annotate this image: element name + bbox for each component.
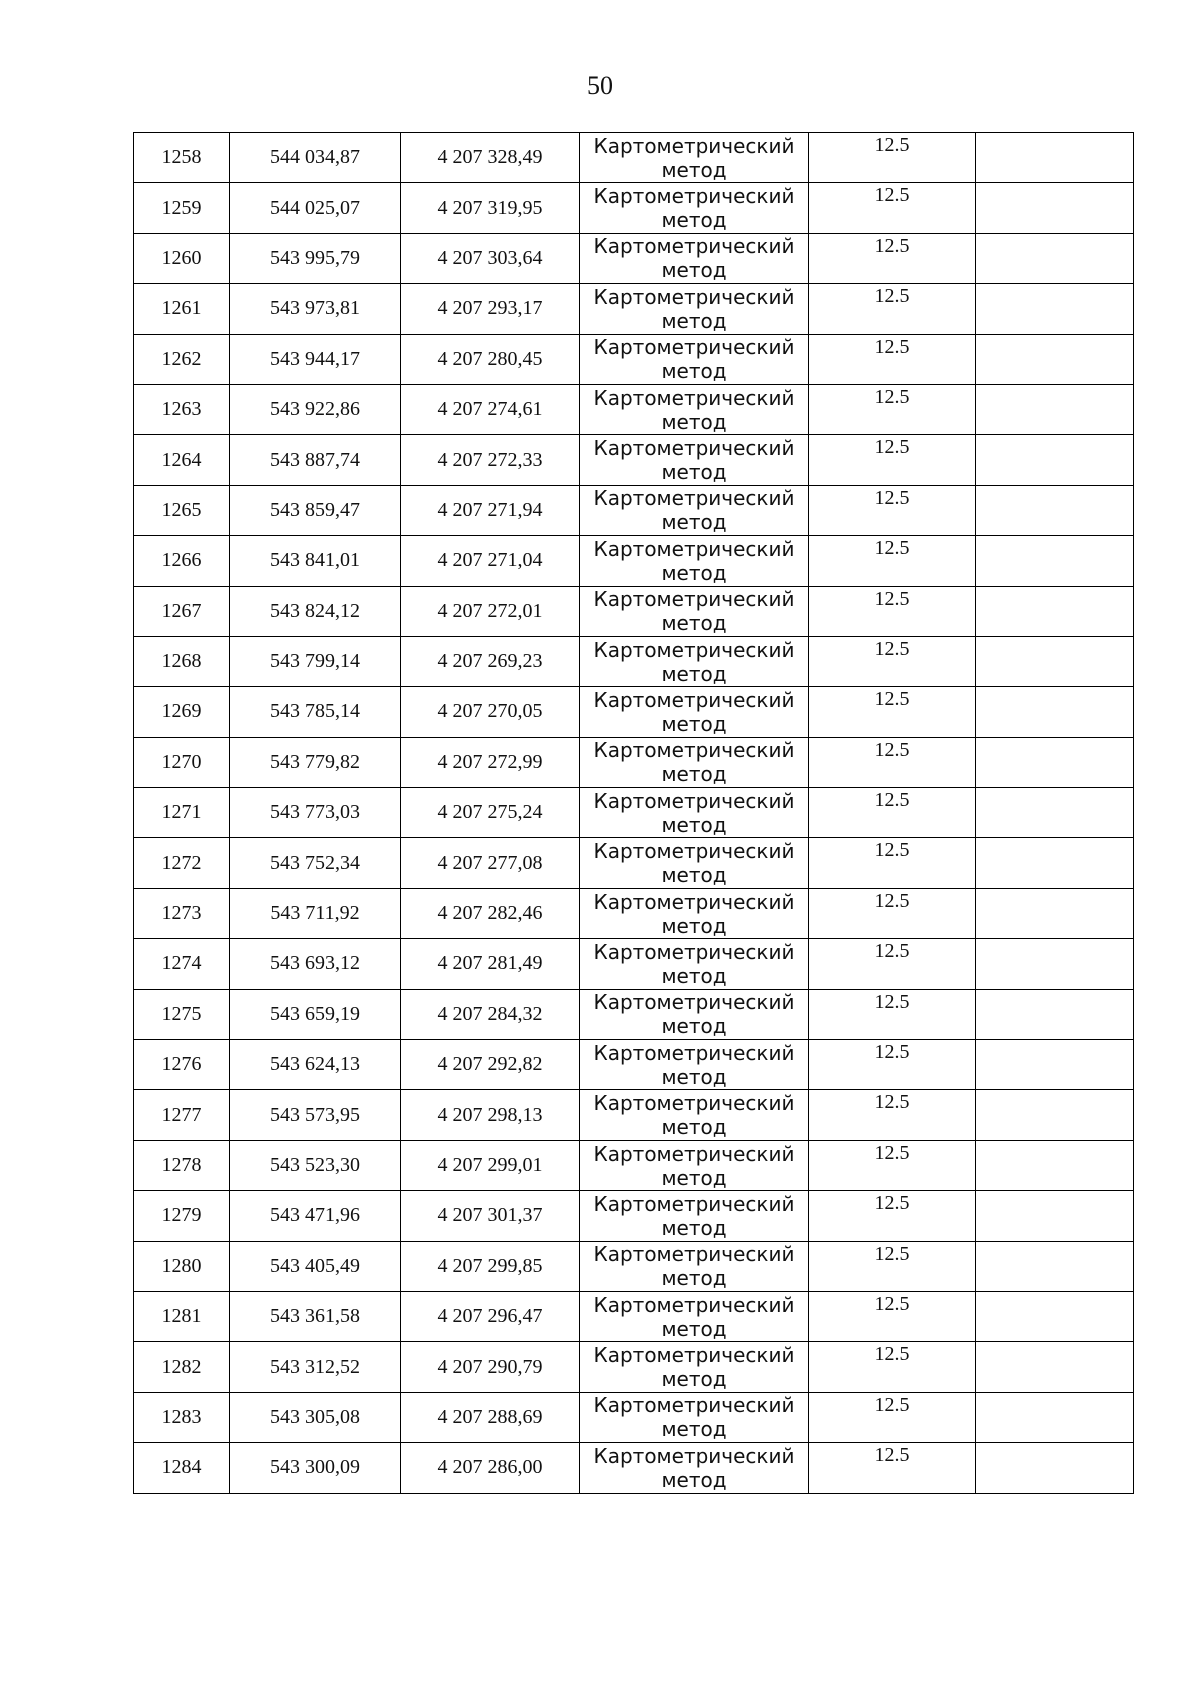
- y-coordinate-cell: 4 207 271,04: [401, 536, 580, 586]
- method-line1: Картометрический: [593, 184, 795, 209]
- table-row: [134, 1140, 1134, 1190]
- table-row: [134, 687, 1134, 737]
- note-cell: [976, 737, 1134, 787]
- point-number-cell: 1273: [134, 888, 230, 938]
- method-cell: [580, 133, 809, 183]
- note-cell: [976, 1090, 1134, 1140]
- method-cell: [580, 233, 809, 283]
- method-line2: метод: [661, 208, 727, 233]
- x-coordinate-cell: 543 922,86: [230, 384, 401, 434]
- accuracy-cell: 12.5: [809, 636, 976, 686]
- method-line1: Картометрический: [593, 1343, 795, 1368]
- x-coordinate-cell: 543 624,13: [230, 1040, 401, 1090]
- x-coordinate-cell: 543 859,47: [230, 485, 401, 535]
- method-cell: [580, 888, 809, 938]
- method-line2: метод: [661, 711, 727, 736]
- method-line1: Картометрический: [593, 738, 795, 763]
- method-cell: [580, 989, 809, 1039]
- method-line2: метод: [661, 913, 727, 938]
- point-number-cell: 1282: [134, 1342, 230, 1392]
- point-number-cell: 1261: [134, 284, 230, 334]
- y-coordinate-cell: 4 207 292,82: [401, 1040, 580, 1090]
- y-coordinate-cell: 4 207 281,49: [401, 939, 580, 989]
- table-row: [134, 1342, 1134, 1392]
- x-coordinate-cell: 543 405,49: [230, 1241, 401, 1291]
- method-line2: метод: [661, 460, 727, 485]
- accuracy-cell: 12.5: [809, 737, 976, 787]
- point-number-cell: 1275: [134, 989, 230, 1039]
- accuracy-cell: 12.5: [809, 435, 976, 485]
- method-line2: метод: [661, 409, 727, 434]
- note-cell: [976, 586, 1134, 636]
- accuracy-cell: 12.5: [809, 1140, 976, 1190]
- note-cell: [976, 838, 1134, 888]
- note-cell: [976, 536, 1134, 586]
- y-coordinate-cell: 4 207 299,01: [401, 1140, 580, 1190]
- method-line1: Картометрический: [593, 1040, 795, 1065]
- table-row: [134, 536, 1134, 586]
- method-line2: метод: [661, 1367, 727, 1392]
- table-row: [134, 636, 1134, 686]
- method-line1: Картометрический: [593, 990, 795, 1015]
- point-number-cell: 1272: [134, 838, 230, 888]
- table-row: [134, 1443, 1134, 1493]
- table-row: [134, 838, 1134, 888]
- method-cell: [580, 737, 809, 787]
- method-line1: Картометрический: [593, 335, 795, 360]
- point-number-cell: 1264: [134, 435, 230, 485]
- note-cell: [976, 939, 1134, 989]
- method-line1: Картометрический: [593, 1242, 795, 1267]
- method-cell: [580, 334, 809, 384]
- table-row: [134, 737, 1134, 787]
- point-number-cell: 1263: [134, 384, 230, 434]
- method-line2: метод: [661, 863, 727, 888]
- method-cell: [580, 1090, 809, 1140]
- method-line1: Картометрический: [593, 486, 795, 511]
- x-coordinate-cell: 543 300,09: [230, 1443, 401, 1493]
- method-cell: [580, 1291, 809, 1341]
- method-line2: метод: [661, 812, 727, 837]
- note-cell: [976, 1040, 1134, 1090]
- point-number-cell: 1266: [134, 536, 230, 586]
- coordinates-table-body: [134, 133, 1134, 1494]
- method-line2: метод: [661, 661, 727, 686]
- y-coordinate-cell: 4 207 271,94: [401, 485, 580, 535]
- accuracy-cell: 12.5: [809, 284, 976, 334]
- note-cell: [976, 1443, 1134, 1493]
- page-number: 50: [587, 71, 613, 100]
- table-row: [134, 1090, 1134, 1140]
- method-cell: [580, 183, 809, 233]
- y-coordinate-cell: 4 207 328,49: [401, 133, 580, 183]
- method-line2: метод: [661, 308, 727, 333]
- x-coordinate-cell: 543 711,92: [230, 888, 401, 938]
- accuracy-cell: 12.5: [809, 989, 976, 1039]
- method-line2: метод: [661, 1064, 727, 1089]
- accuracy-cell: 12.5: [809, 1443, 976, 1493]
- y-coordinate-cell: 4 207 269,23: [401, 636, 580, 686]
- point-number-cell: 1279: [134, 1191, 230, 1241]
- method-cell: [580, 1342, 809, 1392]
- table-row: [134, 1191, 1134, 1241]
- note-cell: [976, 788, 1134, 838]
- point-number-cell: 1259: [134, 183, 230, 233]
- method-cell: [580, 536, 809, 586]
- method-cell: [580, 1140, 809, 1190]
- accuracy-cell: 12.5: [809, 1090, 976, 1140]
- accuracy-cell: 12.5: [809, 485, 976, 535]
- x-coordinate-cell: 543 944,17: [230, 334, 401, 384]
- table-row: [134, 284, 1134, 334]
- note-cell: [976, 233, 1134, 283]
- accuracy-cell: 12.5: [809, 1191, 976, 1241]
- point-number-cell: 1281: [134, 1291, 230, 1341]
- method-line2: метод: [661, 560, 727, 585]
- accuracy-cell: 12.5: [809, 1241, 976, 1291]
- method-line2: метод: [661, 1014, 727, 1039]
- y-coordinate-cell: 4 207 303,64: [401, 233, 580, 283]
- x-coordinate-cell: 543 471,96: [230, 1191, 401, 1241]
- method-cell: [580, 788, 809, 838]
- y-coordinate-cell: 4 207 284,32: [401, 989, 580, 1039]
- point-number-cell: 1274: [134, 939, 230, 989]
- x-coordinate-cell: 544 025,07: [230, 183, 401, 233]
- accuracy-cell: 12.5: [809, 133, 976, 183]
- x-coordinate-cell: 543 523,30: [230, 1140, 401, 1190]
- point-number-cell: 1265: [134, 485, 230, 535]
- accuracy-cell: 12.5: [809, 334, 976, 384]
- x-coordinate-cell: 543 773,03: [230, 788, 401, 838]
- y-coordinate-cell: 4 207 290,79: [401, 1342, 580, 1392]
- method-line1: Картометрический: [593, 1191, 795, 1216]
- point-number-cell: 1268: [134, 636, 230, 686]
- y-coordinate-cell: 4 207 319,95: [401, 183, 580, 233]
- accuracy-cell: 12.5: [809, 838, 976, 888]
- point-number-cell: 1258: [134, 133, 230, 183]
- accuracy-cell: 12.5: [809, 939, 976, 989]
- point-number-cell: 1270: [134, 737, 230, 787]
- method-line2: метод: [661, 359, 727, 384]
- x-coordinate-cell: 543 785,14: [230, 687, 401, 737]
- method-line2: метод: [661, 510, 727, 535]
- note-cell: [976, 888, 1134, 938]
- method-cell: [580, 687, 809, 737]
- table-row: [134, 888, 1134, 938]
- point-number-cell: 1269: [134, 687, 230, 737]
- point-number-cell: 1284: [134, 1443, 230, 1493]
- point-number-cell: 1283: [134, 1392, 230, 1442]
- method-line1: Картометрический: [593, 637, 795, 662]
- point-number-cell: 1267: [134, 586, 230, 636]
- y-coordinate-cell: 4 207 282,46: [401, 888, 580, 938]
- x-coordinate-cell: 543 973,81: [230, 284, 401, 334]
- table-row: [134, 1040, 1134, 1090]
- point-number-cell: 1276: [134, 1040, 230, 1090]
- method-cell: [580, 1392, 809, 1442]
- y-coordinate-cell: 4 207 272,01: [401, 586, 580, 636]
- note-cell: [976, 284, 1134, 334]
- table-row: [134, 939, 1134, 989]
- x-coordinate-cell: 543 779,82: [230, 737, 401, 787]
- method-line1: Картометрический: [593, 234, 795, 259]
- table-row: [134, 1291, 1134, 1341]
- method-line1: Картометрический: [593, 536, 795, 561]
- accuracy-cell: 12.5: [809, 1040, 976, 1090]
- accuracy-cell: 12.5: [809, 233, 976, 283]
- accuracy-cell: 12.5: [809, 183, 976, 233]
- method-cell: [580, 838, 809, 888]
- table-row: [134, 1392, 1134, 1442]
- method-line1: Картометрический: [593, 385, 795, 410]
- x-coordinate-cell: 544 034,87: [230, 133, 401, 183]
- table-row: [134, 989, 1134, 1039]
- table-row: [134, 485, 1134, 535]
- table-row: [134, 334, 1134, 384]
- method-cell: [580, 384, 809, 434]
- method-line2: метод: [661, 1316, 727, 1341]
- accuracy-cell: 12.5: [809, 586, 976, 636]
- y-coordinate-cell: 4 207 272,33: [401, 435, 580, 485]
- y-coordinate-cell: 4 207 274,61: [401, 384, 580, 434]
- method-cell: [580, 586, 809, 636]
- y-coordinate-cell: 4 207 288,69: [401, 1392, 580, 1442]
- table-row: [134, 1241, 1134, 1291]
- y-coordinate-cell: 4 207 296,47: [401, 1291, 580, 1341]
- point-number-cell: 1260: [134, 233, 230, 283]
- method-line2: метод: [661, 258, 727, 283]
- method-line1: Картометрический: [593, 1443, 795, 1468]
- method-cell: [580, 1191, 809, 1241]
- point-number-cell: 1271: [134, 788, 230, 838]
- note-cell: [976, 989, 1134, 1039]
- x-coordinate-cell: 543 573,95: [230, 1090, 401, 1140]
- x-coordinate-cell: 543 887,74: [230, 435, 401, 485]
- method-line1: Картометрический: [593, 1141, 795, 1166]
- accuracy-cell: 12.5: [809, 687, 976, 737]
- x-coordinate-cell: 543 659,19: [230, 989, 401, 1039]
- method-line2: метод: [661, 1467, 727, 1492]
- method-line1: Картометрический: [593, 839, 795, 864]
- method-line2: метод: [661, 1417, 727, 1442]
- y-coordinate-cell: 4 207 277,08: [401, 838, 580, 888]
- note-cell: [976, 1140, 1134, 1190]
- method-cell: [580, 435, 809, 485]
- note-cell: [976, 1291, 1134, 1341]
- method-line1: Картометрический: [593, 687, 795, 712]
- accuracy-cell: 12.5: [809, 888, 976, 938]
- point-number-cell: 1262: [134, 334, 230, 384]
- accuracy-cell: 12.5: [809, 536, 976, 586]
- table-row: [134, 133, 1134, 183]
- method-line1: Картометрический: [593, 788, 795, 813]
- table-row: [134, 586, 1134, 636]
- accuracy-cell: 12.5: [809, 788, 976, 838]
- method-line1: Картометрический: [593, 436, 795, 461]
- method-cell: [580, 284, 809, 334]
- table-row: [134, 384, 1134, 434]
- method-line1: Картометрический: [593, 1091, 795, 1116]
- y-coordinate-cell: 4 207 286,00: [401, 1443, 580, 1493]
- x-coordinate-cell: 543 824,12: [230, 586, 401, 636]
- x-coordinate-cell: 543 799,14: [230, 636, 401, 686]
- note-cell: [976, 133, 1134, 183]
- method-line1: Картометрический: [593, 1393, 795, 1418]
- method-line2: метод: [661, 611, 727, 636]
- y-coordinate-cell: 4 207 272,99: [401, 737, 580, 787]
- method-line2: метод: [661, 1215, 727, 1240]
- method-line2: метод: [661, 1165, 727, 1190]
- y-coordinate-cell: 4 207 275,24: [401, 788, 580, 838]
- method-line2: метод: [661, 963, 727, 988]
- method-line1: Картометрический: [593, 889, 795, 914]
- x-coordinate-cell: 543 312,52: [230, 1342, 401, 1392]
- note-cell: [976, 636, 1134, 686]
- method-line2: метод: [661, 1115, 727, 1140]
- y-coordinate-cell: 4 207 280,45: [401, 334, 580, 384]
- x-coordinate-cell: 543 995,79: [230, 233, 401, 283]
- method-line1: Картометрический: [593, 587, 795, 612]
- y-coordinate-cell: 4 207 293,17: [401, 284, 580, 334]
- method-line2: метод: [661, 157, 727, 182]
- coordinates-table: [133, 132, 1134, 1494]
- method-line1: Картометрический: [593, 284, 795, 309]
- method-cell: [580, 1040, 809, 1090]
- note-cell: [976, 384, 1134, 434]
- method-line1: Картометрический: [593, 939, 795, 964]
- method-cell: [580, 1443, 809, 1493]
- note-cell: [976, 687, 1134, 737]
- method-cell: [580, 1241, 809, 1291]
- note-cell: [976, 334, 1134, 384]
- method-line2: метод: [661, 1266, 727, 1291]
- point-number-cell: 1278: [134, 1140, 230, 1190]
- x-coordinate-cell: 543 693,12: [230, 939, 401, 989]
- method-line2: метод: [661, 762, 727, 787]
- note-cell: [976, 435, 1134, 485]
- method-line1: Картометрический: [593, 133, 795, 158]
- y-coordinate-cell: 4 207 299,85: [401, 1241, 580, 1291]
- note-cell: [976, 485, 1134, 535]
- table-row: [134, 183, 1134, 233]
- y-coordinate-cell: 4 207 301,37: [401, 1191, 580, 1241]
- accuracy-cell: 12.5: [809, 1291, 976, 1341]
- method-cell: [580, 636, 809, 686]
- table-row: [134, 233, 1134, 283]
- method-line1: Картометрический: [593, 1292, 795, 1317]
- x-coordinate-cell: 543 361,58: [230, 1291, 401, 1341]
- method-cell: [580, 939, 809, 989]
- y-coordinate-cell: 4 207 298,13: [401, 1090, 580, 1140]
- y-coordinate-cell: 4 207 270,05: [401, 687, 580, 737]
- x-coordinate-cell: 543 841,01: [230, 536, 401, 586]
- table-row: [134, 788, 1134, 838]
- method-cell: [580, 485, 809, 535]
- x-coordinate-cell: 543 305,08: [230, 1392, 401, 1442]
- x-coordinate-cell: 543 752,34: [230, 838, 401, 888]
- point-number-cell: 1277: [134, 1090, 230, 1140]
- note-cell: [976, 1392, 1134, 1442]
- note-cell: [976, 1342, 1134, 1392]
- note-cell: [976, 1191, 1134, 1241]
- accuracy-cell: 12.5: [809, 1342, 976, 1392]
- point-number-cell: 1280: [134, 1241, 230, 1291]
- table-row: [134, 435, 1134, 485]
- note-cell: [976, 183, 1134, 233]
- accuracy-cell: 12.5: [809, 384, 976, 434]
- accuracy-cell: 12.5: [809, 1392, 976, 1442]
- note-cell: [976, 1241, 1134, 1291]
